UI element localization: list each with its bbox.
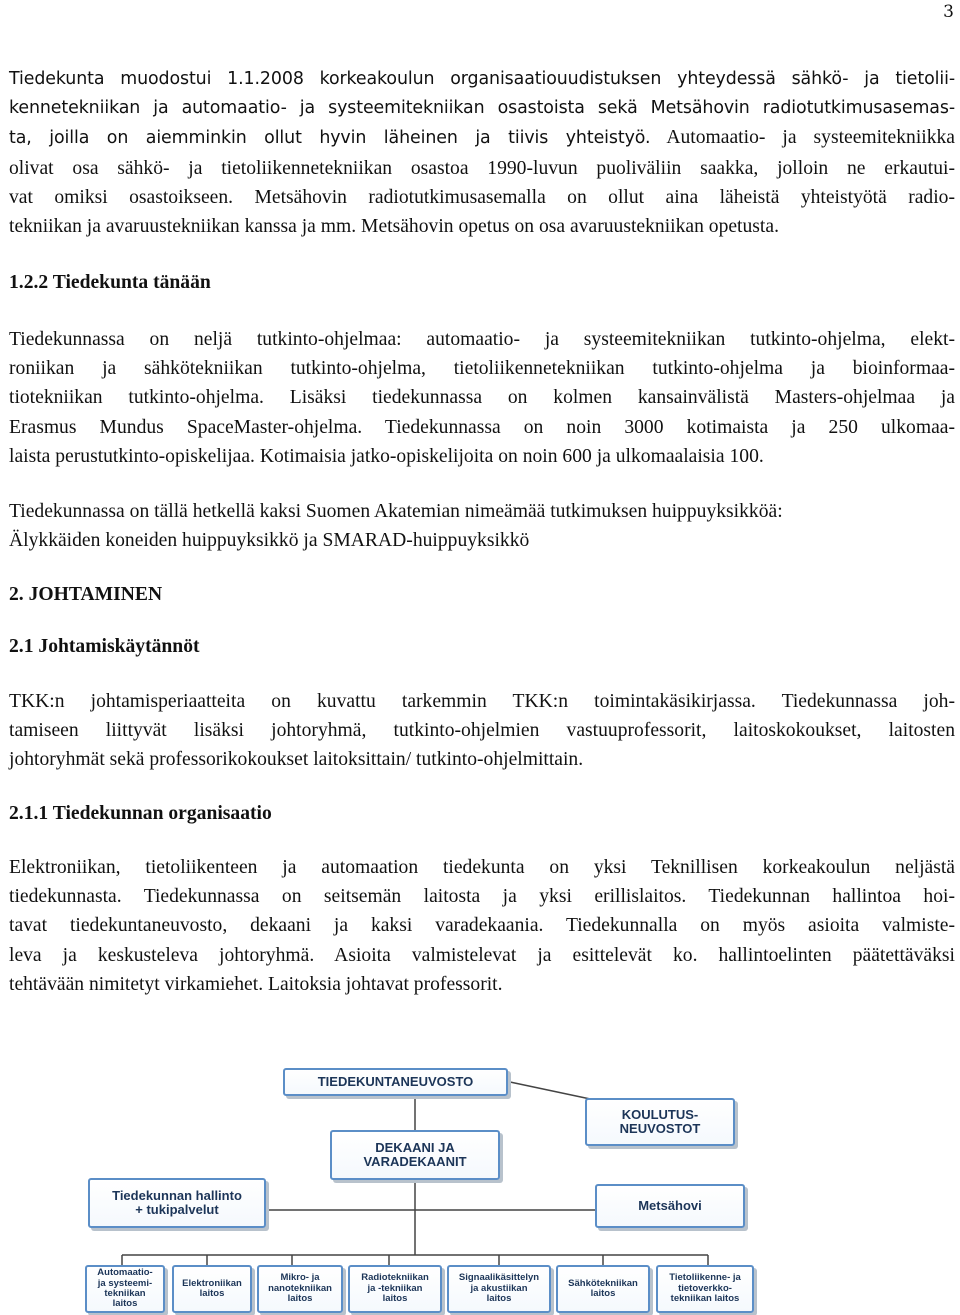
page-number: 3	[943, 2, 954, 22]
paragraph-line: vat omiksi osastoikseen. Metsähovin radiotutkimusasemalla on ollut aina läheistä yhteistyötä radio-	[9, 186, 955, 208]
org-box-metsahovi: Metsähovi	[595, 1184, 745, 1228]
org-box-unit: Mikro- ja nanotekniikan laitos	[257, 1265, 343, 1313]
paragraph-programmes	[9, 325, 955, 471]
paragraph-history	[9, 65, 955, 241]
paragraph-line: Elektroniikan, tietoliikenteen ja automaation tiedekunta on yksi Teknillisen korkeakoulun neljästä	[9, 857, 955, 878]
org-box-hallinto: Tiedekunnan hallinto + tukipalvelut	[88, 1178, 266, 1228]
paragraph-line: tehtävään nimitetyt virkamiehet. Laitoksia johtavat professorit.	[9, 973, 503, 995]
paragraph-line: roniikan ja sähkötekniikan tutkinto-ohjelma, tietoliikennetekniikan tutkinto-ohjelma ja bioinformaa-	[9, 358, 955, 380]
org-box-unit: Signaalikäsittelyn ja akustiikan laitos	[447, 1265, 551, 1313]
paragraph-line: tamiseen liittyvät lisäksi johtoryhmä, tutkinto-ohjelmien vastuuprofessorit, laitoskokoukset, laitosten	[9, 720, 955, 742]
paragraph-line: Tiedekunnassa on tällä hetkellä kaksi Suomen Akatemian nimeämää tutkimuksen huippuyksikköä:	[9, 501, 783, 522]
paragraph-line	[9, 123, 955, 153]
paragraph-line: johtoryhmät sekä professorikokoukset laitoksittain/ tutkinto-ohjelmittain.	[9, 749, 584, 771]
organisation-chart	[80, 1060, 960, 1315]
paragraph-line: olivat osa sähkö- ja tietoliikennetekniikan osastoa 1990-luvun puoliväliin saakka, jolloin ne erkautui-	[9, 157, 955, 179]
paragraph-line: Tiedekunnassa on neljä tutkinto-ohjelmaa: automaatio- ja systeemitekniikan tutkinto-ohjelma, elekt-	[9, 329, 955, 350]
paragraph-line: Älykkäiden koneiden huippuyksikkö ja SMARAD-huippuyksikkö	[9, 530, 530, 552]
paragraph-line: Erasmus Mundus SpaceMaster-ohjelma. Tiedekunnassa on noin 3000 kotimaista ja 250 ulkomaa-	[9, 416, 955, 438]
paragraph-line: laista perustutkinto-opiskelijaa. Kotimaisia jatko-opiskelijoita on noin 600 ja ulkomaalaisia 100.	[9, 445, 764, 467]
org-box-unit: Elektroniikan laitos	[172, 1265, 252, 1313]
org-box-unit: Sähkötekniikan laitos	[556, 1265, 650, 1313]
org-box-unit: Tietoliikenne- ja tietoverkko- tekniikan laitos	[656, 1265, 754, 1313]
org-box-dekaani: DEKAANI JA VARADEKAANIT	[330, 1130, 500, 1180]
paragraph-line: leva ja keskusteleva johtoryhmä. Asioita valmistelevat ja esittelevät ko. hallintoelinten päätettäväksi	[9, 944, 955, 966]
connector-line	[510, 1082, 595, 1100]
paragraph-line: Tiedekunta muodostui 1.1.2008 korkeakoulun organisaatiouudistuksen yhteydessä sähkö- ja tietolii-	[9, 69, 955, 89]
paragraph-segment: Automaatio- ja systeemitekniikka	[650, 127, 956, 149]
section-heading: 1.2.2 Tiedekunta tänään	[9, 272, 211, 293]
paragraph-excellence	[9, 497, 955, 555]
paragraph-line: tiotekniikan tutkinto-ohjelma. Lisäksi tiedekunnassa on kolmen kansainvälistä Masters-ohjelmaa ja	[9, 387, 955, 409]
org-box-unit: Radiotekniikan ja -tekniikan laitos	[348, 1265, 442, 1313]
paragraph-organisation	[9, 853, 955, 999]
org-box-unit: Automaatio- ja systeemi- tekniikan laitos	[85, 1265, 165, 1313]
paragraph-management	[9, 687, 955, 775]
paragraph-line: tekniikan ja avaruustekniikan kanssa ja mm. Metsähovin opetus on osa avaruustekniikan opetusta.	[9, 216, 779, 238]
paragraph-line: tiedekunnasta. Tiedekunnassa on seitsemän laitosta ja yksi erillislaitos. Tiedekunnan hallintoa hoi-	[9, 886, 955, 908]
org-box-tiedekuntaneuvosto: TIEDEKUNTANEUVOSTO	[283, 1068, 508, 1096]
section-heading: 2.1.1 Tiedekunnan organisaatio	[9, 803, 272, 824]
paragraph-line: TKK:n johtamisperiaatteita on kuvattu tarkemmin TKK:n toimintakäsikirjassa. Tiedekunnassa joh-	[9, 691, 955, 712]
paragraph-line: kennetekniikan ja automaatio- ja systeemitekniikan osastoista sekä Metsähovin radiotutkimusasemas-	[9, 98, 955, 119]
org-box-koulutusneuvostot: KOULUTUS- NEUVOSTOT	[585, 1098, 735, 1146]
paragraph-line: tavat tiedekuntaneuvosto, dekaani ja kaksi varadekaania. Tiedekunnalla on myös asioita valmiste-	[9, 915, 955, 937]
section-heading: 2. JOHTAMINEN	[9, 584, 163, 605]
section-heading: 2.1 Johtamiskäytännöt	[9, 636, 200, 657]
paragraph-segment: ta, joilla on aiemminkin ollut hyvin läheinen ja tiivis yhteistyö.	[9, 128, 651, 149]
